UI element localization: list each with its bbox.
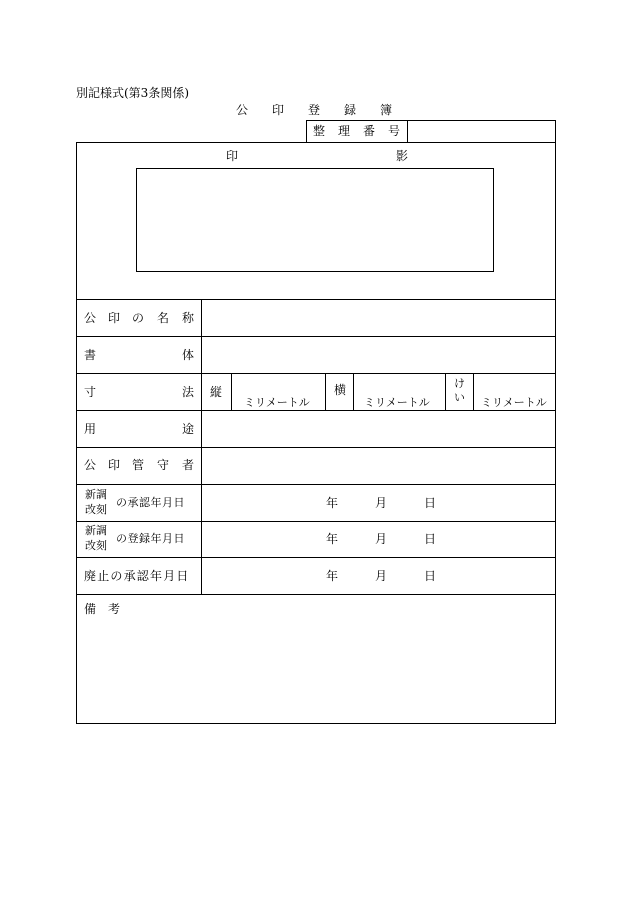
remarks-label (84, 603, 134, 617)
divider (76, 521, 555, 522)
label-char: 称 (182, 311, 195, 325)
reg-no-char: 号 (388, 124, 401, 138)
approval-month: 月 (375, 496, 388, 510)
divider (325, 373, 326, 410)
label-char: 備 (84, 602, 97, 616)
title-char: 録 (344, 103, 357, 117)
reg-no-char: 理 (338, 124, 351, 138)
remarks-value[interactable] (84, 622, 544, 718)
divider (76, 484, 555, 485)
reg-no-char: 整 (313, 124, 326, 138)
registration-day: 日 (424, 532, 437, 546)
approval-stack-top: 新調 (85, 488, 107, 501)
divider (407, 120, 408, 142)
appendix-label: 別記様式(第3条関係) (76, 86, 189, 100)
reg-no-char: 番 (363, 124, 376, 138)
registration-month: 月 (375, 532, 388, 546)
label-char: 者 (182, 458, 195, 472)
divider (76, 594, 555, 595)
label-char: の (132, 311, 145, 325)
abolition-month: 月 (375, 569, 388, 583)
approval-stack-bottom: 改刻 (85, 503, 107, 516)
registration-label-rest: の登録年月日 (116, 532, 185, 545)
label-char: 名 (157, 311, 170, 325)
horizontal-label: 横 (334, 383, 347, 397)
divider (76, 336, 555, 337)
approval-day: 日 (424, 496, 437, 510)
registration-year: 年 (326, 532, 339, 546)
purpose-label-left: 用 (84, 422, 97, 436)
typeface-label-left: 書 (84, 348, 97, 362)
border-unit: ミリメートル (481, 396, 547, 409)
label-char: 印 (108, 311, 121, 325)
title-char: 簿 (380, 103, 393, 117)
registration-number-label (313, 125, 401, 139)
typeface-label-right: 体 (182, 348, 195, 362)
approval-year: 年 (326, 496, 339, 510)
label-char: 公 (84, 458, 97, 472)
abolition-day: 日 (424, 569, 437, 583)
divider (76, 410, 555, 411)
seal-name-label (84, 312, 194, 326)
divider (76, 447, 555, 448)
label-char: 管 (132, 458, 145, 472)
purpose-label-right: 途 (182, 422, 195, 436)
seal-impression-label-left: 印 (226, 149, 239, 163)
title-char: 公 (236, 103, 249, 117)
registration-stack-top: 新調 (85, 524, 107, 537)
custodian-label (84, 459, 194, 473)
border-label-top: け (454, 377, 465, 390)
horizontal-unit: ミリメートル (364, 396, 430, 409)
vertical-label: 縦 (210, 385, 223, 399)
label-char: 印 (108, 458, 121, 472)
registration-stack-bottom: 改刻 (85, 539, 107, 552)
border-label-bottom: い (454, 391, 465, 404)
divider (445, 373, 446, 410)
divider (231, 373, 232, 410)
divider (76, 373, 555, 374)
dimensions-label-right: 法 (182, 385, 195, 399)
vertical-unit: ミリメートル (244, 396, 310, 409)
abolition-year: 年 (326, 569, 339, 583)
dimensions-label-left: 寸 (84, 385, 97, 399)
approval-label-rest: の承認年月日 (116, 496, 185, 509)
abolition-label: 廃止の承認年月日 (84, 569, 190, 583)
title-char: 印 (272, 103, 285, 117)
title-char: 登 (308, 103, 321, 117)
seal-impression-area[interactable] (136, 168, 494, 272)
label-char: 公 (84, 311, 97, 325)
divider (76, 299, 555, 300)
label-char: 守 (157, 458, 170, 472)
label-char: 考 (108, 602, 121, 616)
page-title (236, 104, 396, 118)
seal-impression-label-right: 影 (396, 149, 409, 163)
divider (473, 373, 474, 410)
divider (76, 557, 555, 558)
divider (201, 299, 202, 594)
divider (353, 373, 354, 410)
